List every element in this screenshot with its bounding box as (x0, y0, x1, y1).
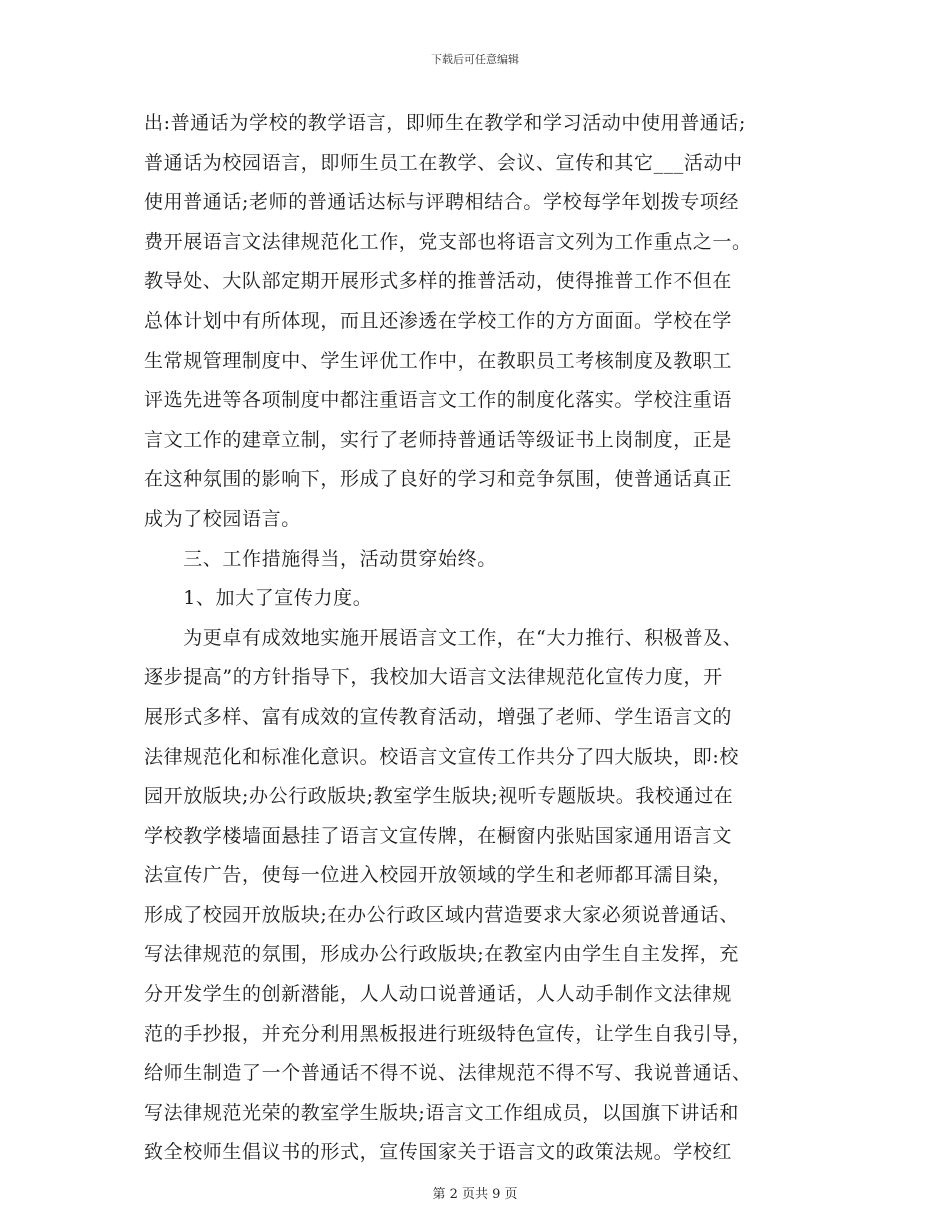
page-body (144, 104, 812, 1173)
text-line: 成为了校园语言。 (144, 507, 301, 530)
text-line: 普通话为校园语言，即师生员工在教学、会议、宣传和其它___活动中 (144, 151, 743, 174)
page-footer: 第 2 页共 9 页 (432, 1187, 518, 1202)
text-line: 三、工作措施得当，活动贯穿始终。 (144, 547, 497, 570)
text-line: 分开发学生的创新潜能，人人动口说普通话，人人动手制作文法律规 (144, 983, 733, 1006)
text-line: 园开放版块;办公行政版块;教室学生版块;视听专题版块。我校通过在 (144, 785, 734, 808)
text-line: 评选先进等各项制度中都注重语言文工作的制度化落实。学校注重语 (144, 389, 733, 412)
text-line: 在这种氛围的影响下，形成了良好的学习和竞争氛围，使普通话真正 (144, 468, 733, 491)
text-line: 总体计划中有所体现，而且还渗透在学校工作的方方面面。学校在学 (144, 309, 733, 332)
text-line: 写法律规范的氛围，形成办公行政版块;在教室内由学生自主发挥，充 (144, 943, 740, 966)
text-line: 言文工作的建章立制，实行了老师持普通话等级证书上岗制度，正是 (144, 428, 733, 451)
text-line: 致全校师生倡议书的形式，宣传国家关于语言文的政策法规。学校红 (144, 1141, 733, 1164)
text-line: 生常规管理制度中、学生评优工作中，在教职员工考核制度及教职工 (144, 349, 733, 372)
text-line: 使用普通话;老师的普通话达标与评聘相结合。学校每学年划拨专项经 (144, 191, 740, 214)
text-line: 逐步提高”的方针指导下，我校加大语言文法律规范化宣传力度，开 (144, 666, 723, 689)
text-line: 范的手抄报，并充分利用黑板报进行班级特色宣传，让学生自我引导， (144, 1022, 752, 1045)
text-line: 形成了校园开放版块;在办公行政区域内营造要求大家必须说普通话、 (144, 903, 740, 926)
page-header: 下载后可任意编辑 (431, 53, 519, 66)
text-line: 学校教学楼墙面悬挂了语言文宣传牌，在橱窗内张贴国家通用语言文 (144, 824, 733, 847)
text-line: 给师生制造了一个普通话不得不说、法律规范不得不写、我说普通话、 (144, 1062, 752, 1085)
text-line: 法宣传广告，使每一位进入校园开放领域的学生和老师都耳濡目染， (144, 864, 733, 887)
text-line: 教导处、大队部定期开展形式多样的推普活动，使得推普工作不但在 (144, 270, 733, 293)
text-line: 1、加大了宣传力度。 (144, 587, 373, 610)
text-line: 为更卓有成效地实施开展语言文工作，在“大力推行、积极普及、 (144, 626, 743, 649)
text-line: 法律规范化和标准化意识。校语言文宣传工作共分了四大版块，即:校 (144, 745, 740, 768)
text-line: 费开展语言文法律规范化工作，党支部也将语言文列为工作重点之一。 (144, 230, 752, 253)
text-line: 写法律规范光荣的教室学生版块;语言文工作组成员，以国旗下讲话和 (144, 1101, 740, 1124)
text-line: 出:普通话为学校的教学语言，即师生在教学和学习活动中使用普通话; (144, 112, 747, 134)
text-line: 展形式多样、富有成效的宣传教育活动，增强了老师、学生语言文的 (144, 705, 733, 728)
